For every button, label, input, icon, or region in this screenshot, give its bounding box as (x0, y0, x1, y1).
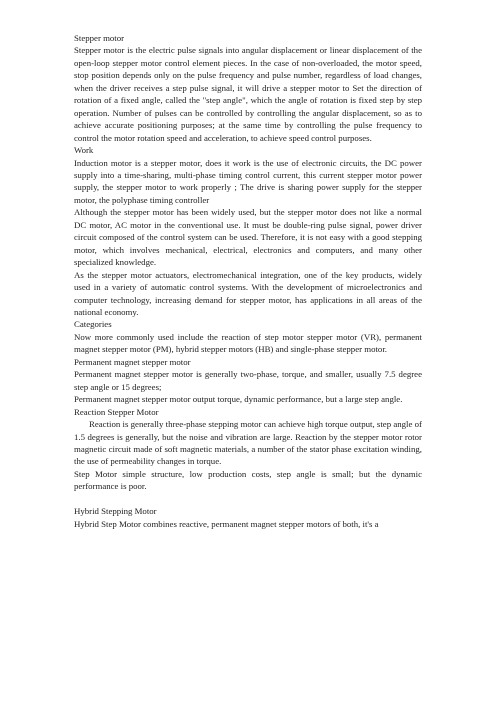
paragraph-usage: Although the stepper motor has been widely used, but the stepper motor does not like a normal DC motor, AC motor in the conventional use. It must be double-ring pulse signal, power driver circuit composed of the control system can be used. Therefore, it is not easy with a good stepping motor, which involves mechanical, electrical, electronics and computers, and many other specialized knowledge. (74, 207, 422, 268)
section-heading-work: Work (74, 145, 94, 156)
section-heading-hybrid: Hybrid Stepping Motor (74, 506, 157, 517)
paragraph-pm-description: Permanent magnet stepper motor is generally two-phase, torque, and smaller, usually 7.5 degree step angle or 15 degrees; (74, 369, 422, 392)
document-body (74, 32, 422, 530)
paragraph-work-principle: Induction motor is a stepper motor, does it work is the use of electronic circuits, the DC power supply into a time-sharing, multi-phase timing control current, this current stepper motor power supply, the stepper motor to work properly ; The drive is sharing power supply for the stepper motor, the polyphase timing controller (74, 157, 422, 205)
paragraph-stepper-intro: Stepper motor is the electric pulse signals into angular displacement or linear displacement of the open-loop stepper motor control element pieces. In the case of non-overloaded, the motor speed, stop position depends only on the pulse frequency and pulse number, regardless of load changes, when the driver receives a step pulse signal, it will drive a stepper motor to Set the direction of rotation of a fixed angle, called the "step angle", which the angle of rotation is fixed step by step operation. Number of pulses can be controlled by controlling the angular displacement, so as to achieve accurate positioning purposes; at the same time by controlling the pulse frequency to control the motor rotation speed and acceleration, to achieve speed control purposes. (74, 45, 422, 143)
section-heading-stepper-motor: Stepper motor (74, 33, 125, 43)
section-heading-categories: Categories (74, 319, 112, 330)
paragraph-pm-performance: Permanent magnet stepper motor output torque, dynamic performance, but a large step angle. (74, 394, 403, 405)
paragraph-categories: Now more commonly used include the reaction of step motor stepper motor (VR), permanent magnet stepper motor (PM), hybrid stepper motors (HB) and single-phase stepper motor. (74, 331, 422, 355)
paragraph-applications: As the stepper motor actuators, electromechanical integration, one of the key products, widely used in a variety of automatic control systems. With the development of microelectronics and computer technology, increasing demand for stepper motor, has applications in all areas of the national economy. (74, 269, 422, 317)
section-heading-reaction: Reaction Stepper Motor (74, 406, 159, 417)
paragraph-hybrid-description: Hybrid Step Motor combines reactive, permanent magnet stepper motors of both, it's a (74, 518, 379, 529)
section-heading-permanent-magnet: Permanent magnet stepper motor (74, 356, 191, 367)
paragraph-reaction-performance: Step Motor simple structure, low production costs, step angle is small; but the dynamic performance is poor. (74, 468, 422, 492)
paragraph-reaction-description: Reaction is generally three-phase stepping motor can achieve high torque output, step angle of 1.5 degrees is generally, but the noise and vibration are large. Reaction by the stepper motor rotor magnetic circuit made of soft magnetic materials, a number of the stator phase excitation winding, the use of permeability changes in torque. (74, 419, 422, 467)
blank-line (74, 493, 422, 505)
